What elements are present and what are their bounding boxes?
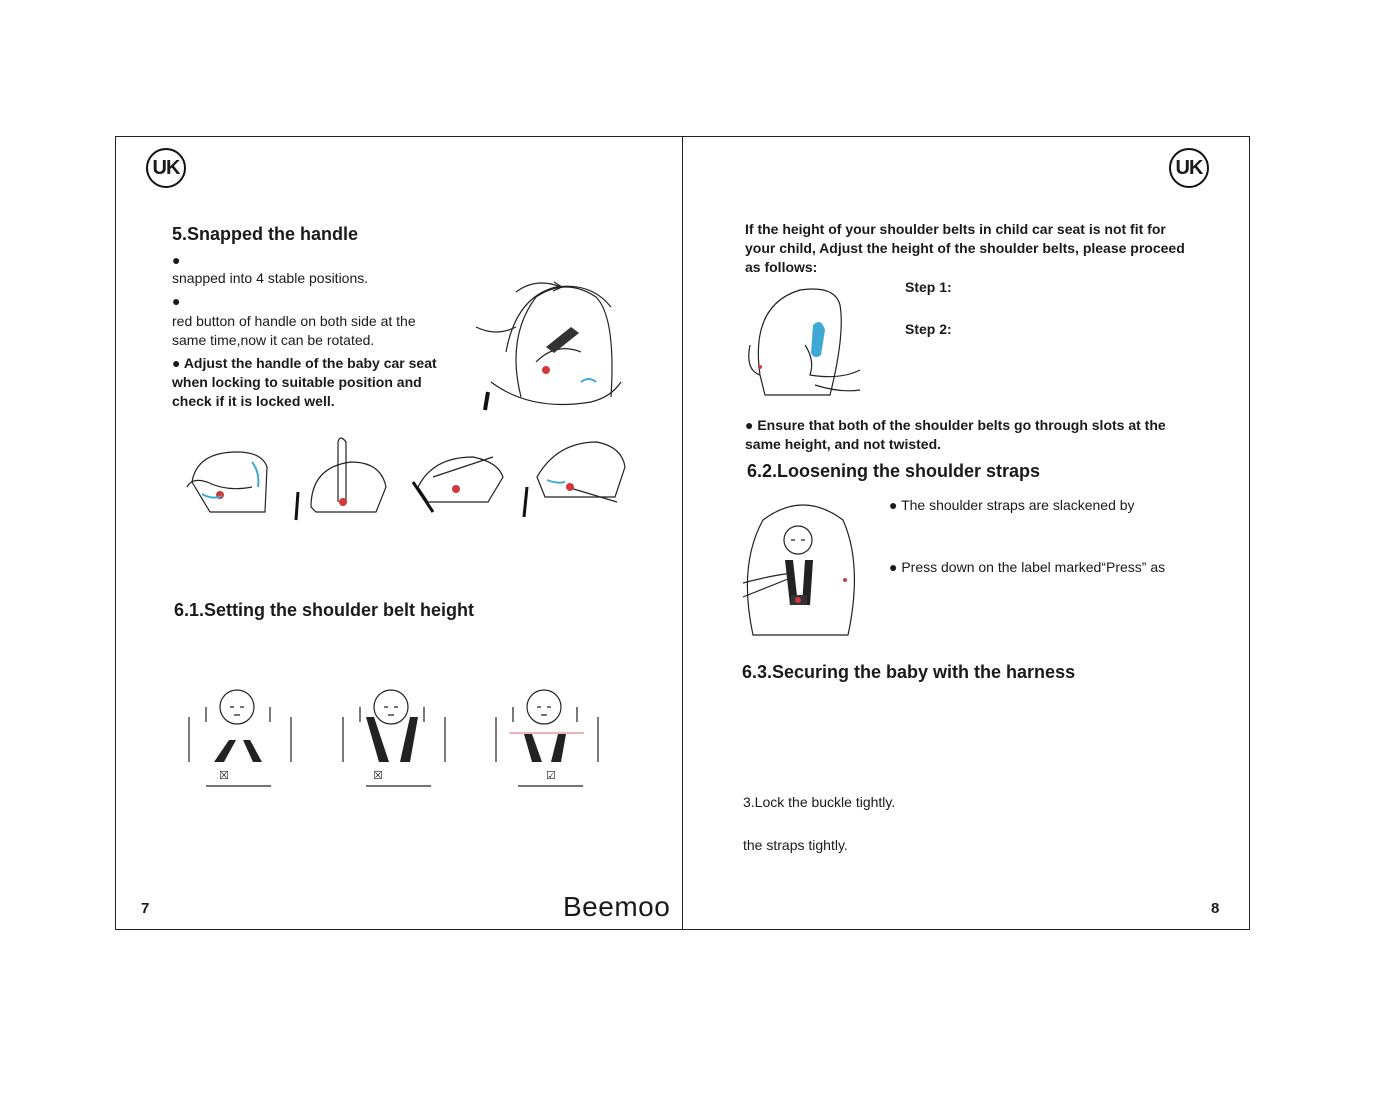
page-number: 7: [141, 900, 150, 917]
wrong-mark: ☒: [373, 769, 383, 782]
intro-text: If the height of your shoulder belts in child car seat is not fit for: [745, 221, 1166, 237]
bullet-text: ● The shoulder straps are slackened by: [889, 497, 1135, 513]
shoulder-belt-adjust-illustration: [745, 285, 865, 405]
body-text: snapped into 4 stable positions.: [172, 270, 369, 286]
wrong-mark: ☒: [219, 769, 229, 782]
bold-note: when locking to suitable position and: [172, 374, 422, 390]
body-text: the straps tightly.: [743, 837, 848, 853]
ensure-note: ● Ensure that both of the shoulder belts go through slots at the: [745, 417, 1166, 433]
loosen-straps-illustration: [743, 495, 858, 640]
bold-note: ● Adjust the handle of the baby car seat: [172, 355, 437, 371]
seat-position-3-illustration: [408, 437, 508, 522]
step-2-label: Step 2:: [905, 321, 952, 337]
intro-text: your child, Adjust the height of the shoulder belts, please proceed: [745, 240, 1185, 256]
section-5-title: 5.Snapped the handle: [172, 224, 359, 244]
seat-position-1-illustration: [182, 432, 272, 517]
uk-badge: UK: [1169, 148, 1209, 188]
uk-badge: UK: [146, 148, 186, 188]
bold-note: check if it is locked well.: [172, 393, 335, 409]
section-6-2-title: 6.2.Loosening the shoulder straps: [747, 461, 1041, 481]
ensure-note: same height, and not twisted.: [745, 436, 942, 452]
step-1-label: Step 1:: [905, 279, 952, 295]
bullet: ●: [172, 293, 181, 309]
bullet: ●: [172, 252, 181, 268]
car-seat-handle-illustration: [476, 252, 626, 412]
body-text: 3.Lock the buckle tightly.: [743, 794, 896, 810]
bullet-text: ● Press down on the label marked“Press” as: [889, 559, 1166, 575]
brand-logo: Beemoo: [563, 891, 671, 922]
belt-height-wrong-high-illustration: [338, 682, 448, 787]
intro-text: as follows:: [745, 259, 818, 275]
body-text: same time,now it can be rotated.: [172, 332, 375, 348]
belt-height-wrong-low-illustration: [184, 682, 294, 787]
page-number: 8: [1211, 900, 1220, 917]
body-text: red button of handle on both side at the: [172, 313, 416, 329]
left-page: [115, 136, 683, 930]
section-6-3-title: 6.3.Securing the baby with the harness: [742, 662, 1076, 682]
right-page: [682, 136, 1250, 930]
section-6-1-title: 6.1.Setting the shoulder belt height: [174, 600, 475, 620]
correct-mark: ☑: [546, 769, 556, 782]
seat-position-2-illustration: [296, 432, 391, 522]
seat-position-4-illustration: [522, 432, 632, 517]
